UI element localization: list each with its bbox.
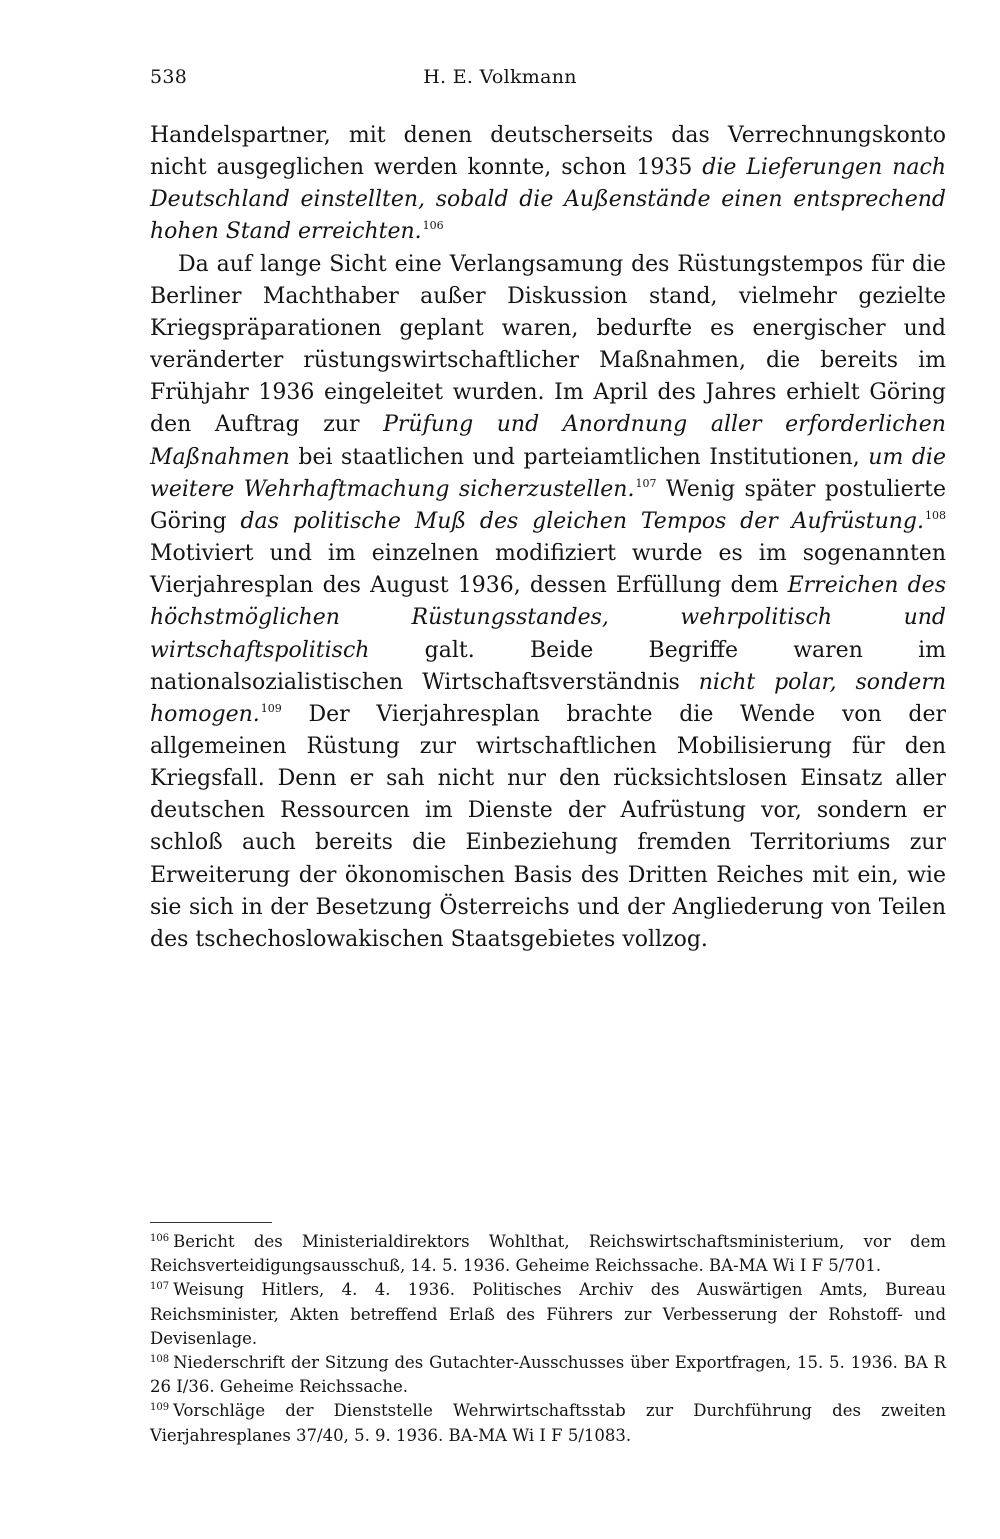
footnote-ref-106: 106: [422, 219, 444, 233]
footnote-107: [150, 1278, 946, 1351]
page-header: [150, 66, 850, 96]
footnote-ref-108: 108: [925, 508, 947, 522]
paragraph-2-italic-4: Erreichen des höchstmöglichen Rüstungsstandes, wehrpolitisch und wirtschaftspolitisch: [150, 573, 946, 663]
paragraph-2-text-1: Da auf lange Sicht eine Verlangsamung des Rüstungstempos für die Berliner Machthaber außer Diskussion stand, vielmehr gezielte Kriegspräparationen geplant waren, bedurfte es energischer und veränderter rüstungswirtschaftlicher Maßnahmen, die bereits im Frühjahr 1936 eingeleitet wurden. Im April des Jahres erhielt Göring den Auftrag zur: [150, 251, 946, 438]
footnote-text: Vorschläge der Dienststelle Wehrwirtschaftsstab zur Durchführung des zweiten Vierjahresplanes 37/40, 5. 9. 1936. BA-MA Wi I F 5/1083.: [150, 1401, 946, 1445]
footnotes: [150, 1230, 946, 1448]
footnote-separator: [150, 1222, 272, 1223]
paragraph-2: [150, 249, 946, 956]
footnote-text: Niederschrift der Sitzung des Gutachter-Ausschusses über Exportfragen, 15. 5. 1936. BA R 26 I/36. Geheime Reichssache.: [150, 1353, 946, 1397]
footnote-109: [150, 1399, 946, 1447]
paragraph-1: [150, 120, 946, 249]
paragraph-2-text-5: galt. Beide Begriffe waren im nationalsozialistischen Wirtschaftsverständnis: [150, 637, 946, 695]
paragraph-2-italic-3: das politische Muß des gleichen Tempos der Aufrüstung.: [240, 508, 925, 534]
footnote-ref-107: 107: [635, 476, 657, 490]
paragraph-2-italic-5: nicht polar, sondern homogen.: [150, 669, 947, 727]
page-number: 538: [150, 66, 188, 88]
paragraph-2-text-3: Wenig später postulierte Göring: [150, 476, 946, 534]
footnote-text: Weisung Hitlers, 4. 4. 1936. Politisches Archiv des Auswärtigen Amts, Bureau Reichsminister, Akten betreffend Erlaß des Führers zur Verbesserung der Rohstoff- und Devisenlage.: [150, 1280, 946, 1348]
footnote-number: 109: [150, 1402, 170, 1414]
paragraph-2-text-2: bei staatlichen und parteiamtlichen Institutionen,: [289, 444, 869, 470]
paragraph-2-italic-1: Prüfung und Anordnung aller erforderlichen Maßnahmen: [150, 412, 946, 470]
paragraph-2-italic-2: um die weitere Wehrhaftmachung sicherzustellen.: [150, 444, 946, 502]
footnote-number: 107: [150, 1281, 170, 1293]
footnote-ref-109: 109: [260, 701, 282, 715]
footnote-108: [150, 1351, 946, 1399]
paragraph-1-italic-quote: die Lieferungen nach Deutschland einstellten, sobald die Außenstände einen entsprechend hohen Stand erreichten.: [150, 155, 946, 245]
paragraph-2-text-4: Motiviert und im einzelnen modifiziert wurde es im sogenannten Vierjahresplan des August 1936, dessen Erfüllung dem: [150, 541, 946, 599]
footnote-106: [150, 1230, 946, 1278]
main-text: [150, 120, 946, 956]
paragraph-2-text-6: Der Vierjahresplan brachte die Wende von der allgemeinen Rüstung zur wirtschaftlichen Mobilisierung für den Kriegsfall. Denn er sah nicht nur den rücksichtslosen Einsatz aller deutschen Ressourcen im Dienste der Aufrüstung vor, sondern er schloß auch bereits die Einbeziehung fremden Territoriums zur Erweiterung der ökonomischen Basis des Dritten Reiches mit ein, wie sie sich in der Besetzung Österreichs und der Angliederung von Teilen des tschechoslowakischen Staatsgebietes vollzog.: [150, 701, 946, 952]
running-head: H. E. Volkmann: [423, 66, 577, 88]
footnote-number: 106: [150, 1233, 170, 1244]
footnote-text: Bericht des Ministerialdirektors Wohlthat, Reichswirtschaftsministerium, vor dem Reichsverteidigungsausschuß, 14. 5. 1936. Geheime Reichssache. BA-MA Wi I F 5/701.: [150, 1232, 946, 1276]
paragraph-1-text: Handelspartner, mit denen deutscherseits das Verrechnungskonto nicht ausgeglichen werden konnte, schon 1935: [150, 123, 946, 181]
footnote-number: 108: [150, 1354, 170, 1366]
